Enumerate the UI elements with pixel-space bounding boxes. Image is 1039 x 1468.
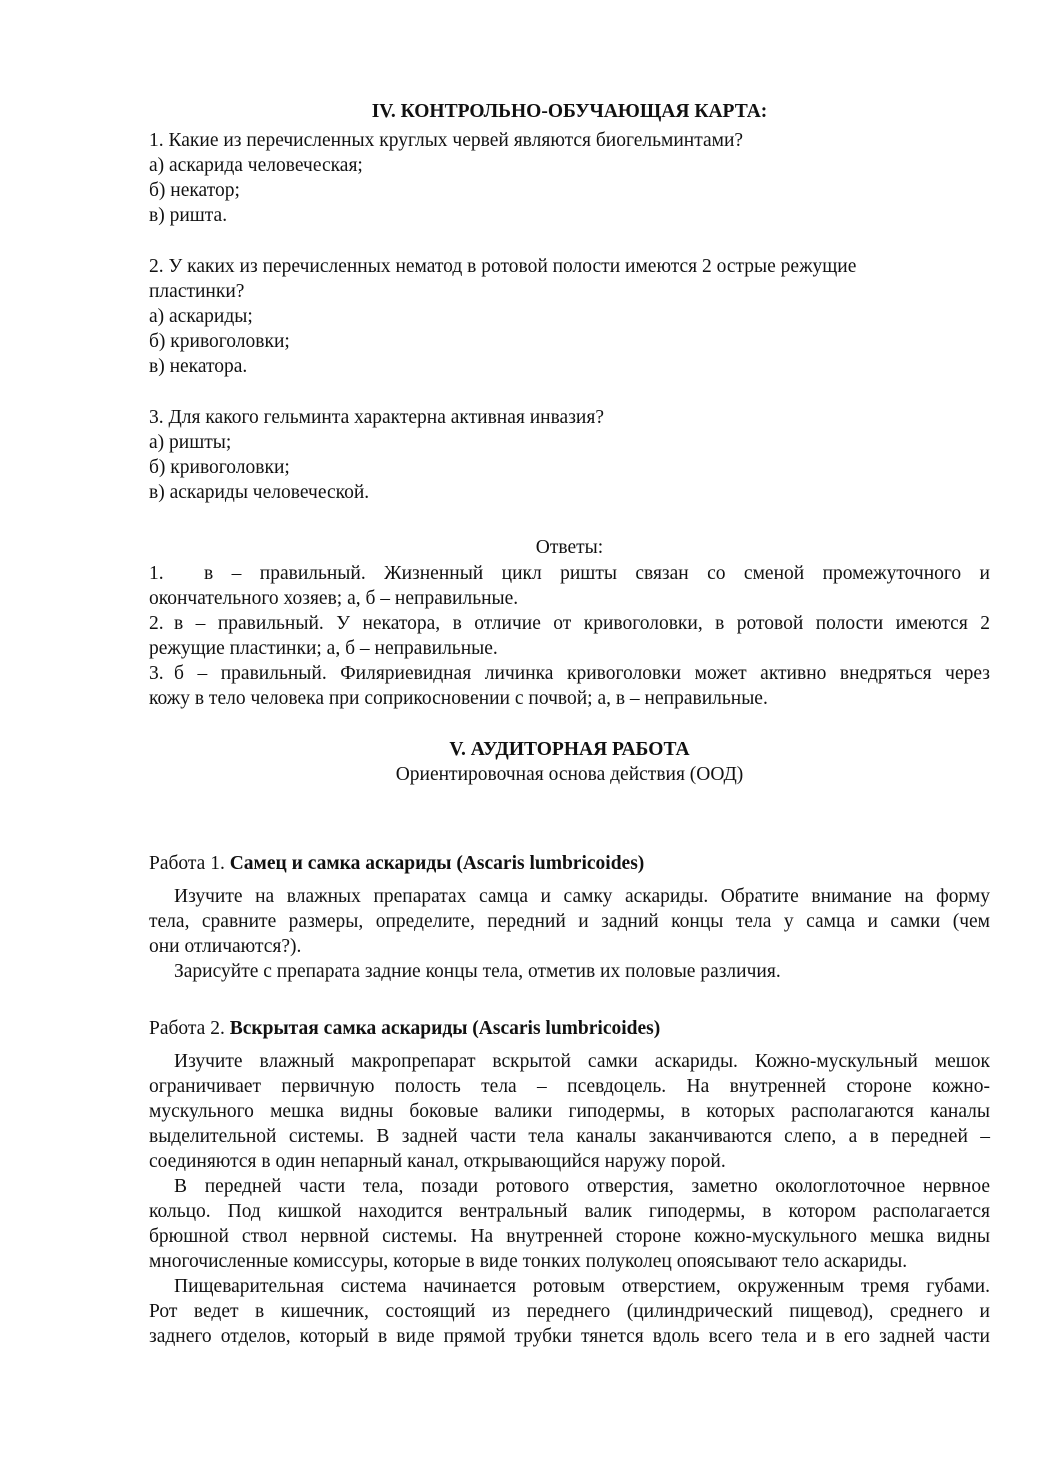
q1-option-b: б) некатор; [149,180,240,201]
answer-2-line-2: режущие пластинки; а, б – неправильные. [149,638,498,659]
work-2-p3-line-1: Пищеварительная система начинается ротовым отверстием, окруженным тремя губами. [174,1276,990,1297]
question-3: 3. Для какого гельминта характерна активная инвазия? [149,407,604,428]
work-1-p1-line-2: тела, сравните размеры, определите, передний и задний концы тела у самца и самки (чем [149,911,990,932]
q2-option-c: в) некатора. [149,356,248,377]
work-2-p1-line-4: выделительной системы. В задней части тела каналы заканчиваются слепо, а в передней – [149,1126,990,1147]
work-2-p1-line-5: соединяются в один непарный канал, открывающийся наружу порой. [149,1151,726,1172]
question-2-line-2: пластинки? [149,281,245,302]
answers-heading: Ответы: [535,537,604,558]
work-2-p2-line-1: В передней части тела, позади ротового отверстия, заметно окологлоточное нервное [174,1176,990,1197]
work-2-p2-line-3: брюшной ствол нервной системы. На внутренней стороне кожно-мускульного мешка видны [149,1226,990,1247]
answer-2-line-1 [149,611,990,637]
work-2-p3-line-2: Рот ведет в кишечник, состоящий из переднего (цилиндрический пищевод), среднего и [149,1301,990,1322]
question-1: 1. Какие из перечисленных круглых червей являются биогельминтами? [149,130,744,151]
section-4-title: IV. КОНТРОЛЬНО-ОБУЧАЮЩАЯ КАРТА: [371,101,768,122]
q3-option-c: в) аскариды человеческой. [149,482,370,503]
answer-1-line-1 [149,561,990,587]
answer-3-line-2: кожу в тело человека при соприкосновении с почвой; а, в – неправильные. [149,688,768,709]
work-1-p1-line-3: они отличаются?). [149,936,302,957]
work-2-p1-line-3: мускульного мешка видны боковые валики гиподермы, в которых располагаются каналы [149,1101,990,1122]
q1-option-c: в) ришта. [149,205,228,226]
work-2-p1-line-2: ограничивает первичную полость тела – псевдоцель. На внутренней стороне кожно- [149,1076,990,1097]
work-2-p2-line-4: многочисленные комиссуры, которые в виде тонких полуколец опоясывают тело аскариды. [149,1251,908,1272]
work-2-heading [149,1016,990,1042]
answer-2-number: 2. [149,613,164,634]
work-1-label: Работа 1. [149,853,230,874]
work-2-label: Работа 2. [149,1018,230,1039]
answer-3-line-1 [149,661,990,687]
work-1-p2: Зарисуйте с препарата задние концы тела, отметив их половые различия. [174,961,781,982]
work-2-p1-line-1: Изучите влажный макропрепарат вскрытой самки аскариды. Кожно-мускульный мешок [174,1051,990,1072]
q3-option-b: б) кривоголовки; [149,457,290,478]
answer-3-number: 3. [149,663,164,684]
work-1-heading [149,851,990,877]
answer-1-number: 1. [149,563,164,584]
q3-option-a: а) ришты; [149,432,232,453]
work-2-p2-line-2: кольцо. Под кишкой находится вентральный валик гиподермы, в котором располагается [149,1201,990,1222]
q2-option-a: а) аскариды; [149,306,253,327]
section-5-title: V. АУДИТОРНАЯ РАБОТА [449,739,690,760]
answer-3-text: б – правильный. Филяриевидная личинка кривоголовки может активно внедряться через [174,663,990,684]
answer-1-text: в – правильный. Жизненный цикл ришты связан со сменой промежуточного и [204,563,990,584]
work-1-p1-line-1: Изучите на влажных препаратах самца и самку аскариды. Обратите внимание на форму [174,886,990,907]
work-2-title: Вскрытая самка аскариды (Ascaris lumbricoides) [229,1018,661,1039]
section-5-subtitle: Ориентировочная основа действия (ООД) [395,764,744,785]
q2-option-b: б) кривоголовки; [149,331,290,352]
q1-option-a: а) аскарида человеческая; [149,155,363,176]
question-2-line-1: 2. У каких из перечисленных нематод в ротовой полости имеются 2 острые режущие [149,256,857,277]
answer-1-line-2: окончательного хозяев; а, б – неправильные. [149,588,519,609]
answer-2-text: в – правильный. У некатора, в отличие от кривоголовки, в ротовой полости имеются 2 [174,613,990,634]
work-2-p3-line-3: заднего отделов, который в виде прямой трубки тянется вдоль всего тела и в его задней части [149,1326,990,1347]
work-1-title: Самец и самка аскариды (Ascaris lumbricoides) [229,853,645,874]
